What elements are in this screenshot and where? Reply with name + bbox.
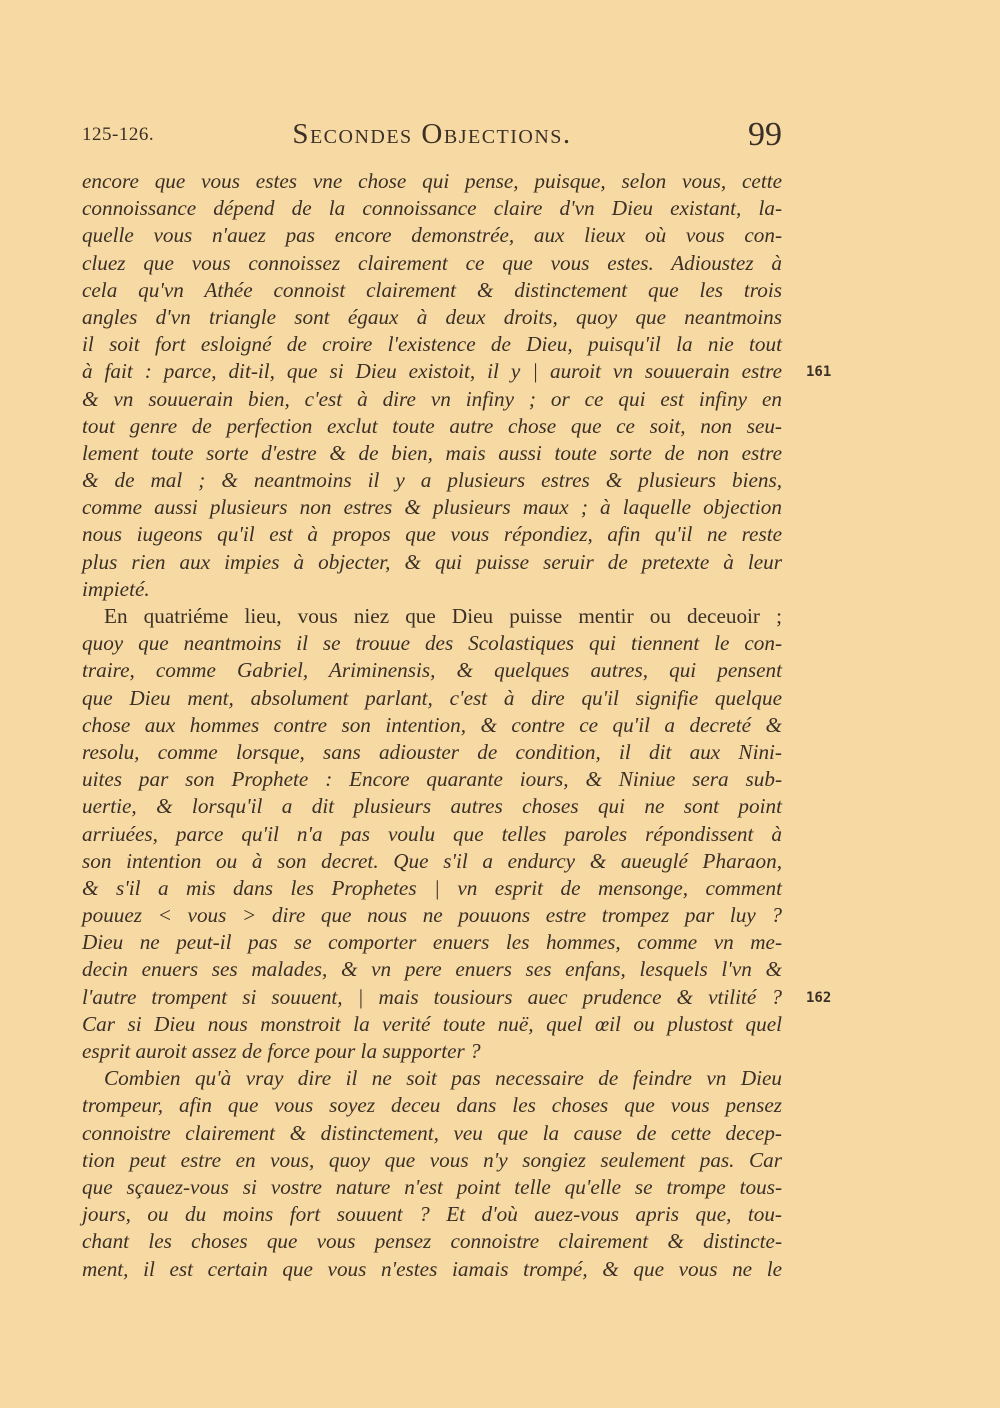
text-line: nous iugeons qu'il est à propos que vous répondiez, afin qu'il ne reste (82, 522, 782, 547)
text-line: à fait : parce, dit-il, que si Dieu existoit, il y | auroit vn souuerain estre (82, 359, 782, 384)
running-title: Secondes Objections. (292, 118, 572, 150)
text-line: connoistre clairement & distinctement, veu que la cause de cette decep- (82, 1120, 782, 1145)
text-line: Car si Dieu nous monstroit la verité toute nuë, quel œil ou plustost quel (82, 1011, 782, 1036)
text-line: comme aussi plusieurs non estres & plusieurs maux ; à laquelle objection (82, 495, 782, 520)
text-line: connoissance dépend de la connoissance claire d'vn Dieu existant, la- (82, 196, 782, 221)
text-line: Dieu ne peut-il pas se comporter enuers les hommes, comme vn me- (82, 930, 782, 955)
text-line: & s'il a mis dans les Prophetes | vn esprit de mensonge, comment (82, 875, 782, 900)
text-line: chant les choses que vous pensez connoistre clairement & distincte- (82, 1229, 782, 1254)
text-line: tout genre de perfection exclut toute autre chose que ce soit, non seu- (82, 413, 782, 438)
text-line: Combien qu'à vray dire il ne soit pas necessaire de feindre vn Dieu (104, 1066, 782, 1091)
text-line: uites par son Prophete : Encore quarante iours, & Niniue sera sub- (82, 767, 782, 792)
margin-line-number: 162 (806, 990, 832, 1006)
body-text (82, 168, 782, 1283)
text-line: traire, comme Gabriel, Ariminensis, & quelques autres, qui pensent (82, 658, 782, 683)
text-line: l'autre trompent si souuent, | mais tousiours auec prudence & vtilité ? (82, 984, 782, 1009)
page-range: 125-126. (82, 124, 155, 145)
text-line: que sçauez-vous si vostre nature n'est point telle qu'elle se trompe tous- (82, 1174, 782, 1199)
text-line: impieté. (82, 576, 150, 601)
text-line: lement toute sorte d'estre & de bien, mais aussi toute sorte de non estre (82, 440, 782, 465)
text-line: tion peut estre en vous, quoy que vous n'y songiez seulement pas. Car (82, 1147, 782, 1172)
text-line: quoy que neantmoins il se trouue des Scolastiques qui tiennent le con- (82, 631, 782, 656)
text-line: cela qu'vn Athée connoist clairement & distinctement que les trois (82, 277, 782, 302)
text-line: angles d'vn triangle sont égaux à deux droits, quoy que neantmoins (82, 304, 782, 329)
text-line: resolu, comme lorsque, sans adiouster de condition, il dit aux Nini- (82, 739, 782, 764)
text-line: quelle vous n'auez pas encore demonstrée, aux lieux où vous con- (82, 223, 782, 248)
margin-line-number: 161 (806, 364, 832, 381)
text-line: decin enuers ses malades, & vn pere enuers ses enfans, lesquels l'vn & (82, 957, 782, 982)
text-line: & vn souuerain bien, c'est à dire vn infiny ; or ce qui est infiny en (82, 386, 782, 411)
page-header (82, 118, 782, 158)
text-line: ment, il est certain que vous n'estes iamais trompé, & que vous ne le (82, 1256, 782, 1281)
text-line: plus rien aux impies à objecter, & qui puisse seruir de pretexte à leur (82, 549, 782, 574)
text-line: trompeur, afin que vous soyez deceu dans les choses que vous pensez (82, 1093, 782, 1118)
text-line: esprit auroit assez de force pour la supporter ? (82, 1039, 481, 1063)
text-line: chose aux hommes contre son intention, & contre ce qu'il a decreté & (82, 712, 782, 737)
text-line: son intention ou à son decret. Que s'il a endurcy & aueuglé Pharaon, (82, 848, 782, 873)
page-number: 99 (748, 116, 782, 153)
text-line: encore que vous estes vne chose qui pense, puisque, selon vous, cette (82, 169, 782, 193)
text-line: cluez que vous connoissez clairement ce que vous estes. Adioustez à (82, 250, 782, 275)
text-line: uertie, & lorsqu'il a dit plusieurs autres choses qui ne sont point (82, 794, 782, 819)
text-line: pouuez < vous > dire que nous ne pouuons estre trompez par luy ? (82, 903, 782, 928)
text-line: arriuées, parce qu'il n'a pas voulu que telles paroles répondissent à (82, 821, 782, 846)
text-line: jours, ou du moins fort souuent ? Et d'où auez-vous apris que, tou- (82, 1202, 782, 1227)
text-line: & de mal ; & neantmoins il y a plusieurs estres & plusieurs biens, (82, 468, 782, 493)
text-line: que Dieu ment, absolument parlant, c'est à dire qu'il signifie quelque (82, 685, 782, 710)
text-line: En quatriéme lieu, vous niez que Dieu puisse mentir ou deceuoir ; (104, 604, 782, 628)
text-line: il soit fort esloigné de croire l'existence de Dieu, puisqu'il la nie tout (82, 332, 782, 357)
